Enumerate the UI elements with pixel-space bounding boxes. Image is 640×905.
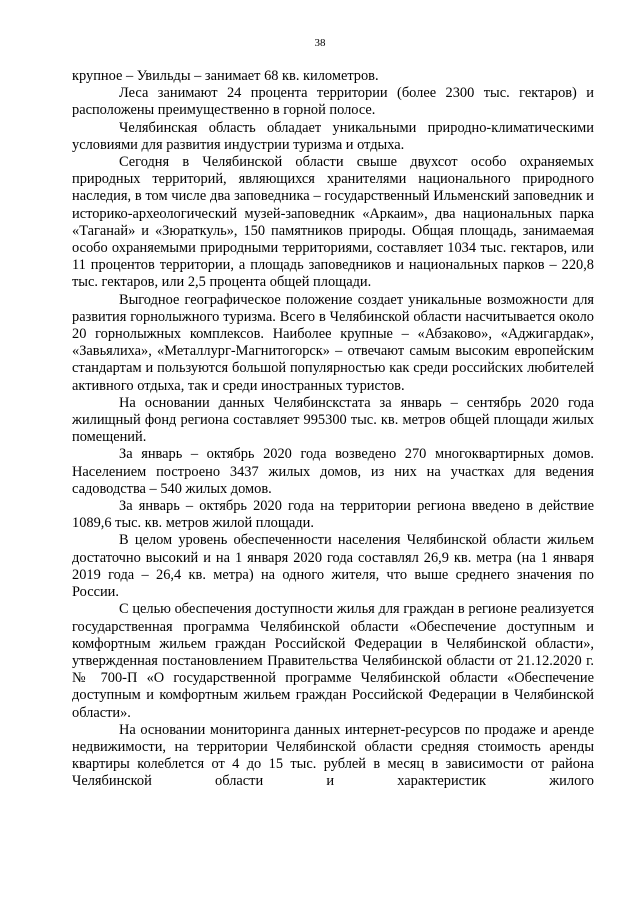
paragraph-living-space: За январь – октябрь 2020 года на территории региона введено в действие 1089,6 тыс. кв. метров жилой площади.: [72, 498, 594, 532]
paragraph-protected-areas: Сегодня в Челябинской области свыше двухсот особо охраняемых природных территорий, являющихся хранителями национального природного наследия, в том числе два заповедника – государственный Ильменский заповедник и историко-археологический музей-заповедник «Аркаим», два национальных парка «Таганай» и «Зюраткуль», 150 памятников природы. Общая площадь, занимаемая особо охраняемыми природными территориями, составляет 1034 тыс. гектаров, или 11 процентов территории, а площадь заповедников и национальных парков – 220,8 тыс. гектаров, или 2,5 процента общей площади.: [72, 154, 594, 291]
paragraph-climate: Челябинская область обладает уникальными природно-климатическими условиями для развития индустрии туризма и отдыха.: [72, 119, 594, 153]
body-text: [72, 68, 594, 791]
paragraph-lakes-end: крупное – Увильды – занимает 68 кв. километров.: [72, 68, 379, 84]
paragraph-ski-tourism: Выгодное географическое положение создает уникальные возможности для развития горнолыжного туризма. Всего в Челябинской области насчитывается около 20 горнолыжных комплексов. Наиболее крупные – «Абзаково», «Аджигардак», «Завьялиха», «Металлург-Магнитогорск» – отвечают самым высоким европейским стандартам и пользуются большой популярностью как среди российских любителей активного отдыха, так и среди иностранных туристов.: [72, 291, 594, 394]
paragraph-housing-provision: В целом уровень обеспеченности населения Челябинской области жильем достаточно высокий и на 1 января 2020 года составлял 26,9 кв. метра (на 1 января 2019 года – 26,4 кв. метра) на одного жителя, что выше среднего значения по России.: [72, 532, 594, 601]
paragraph-rent-monitoring: На основании мониторинга данных интернет-ресурсов по продаже и аренде недвижимости, на территории Челябинской области средняя стоимость аренды квартиры колеблется от 4 до 15 тыс. рублей в месяц в зависимости от района Челябинской области и характеристик жилого: [72, 721, 594, 790]
paragraph-state-program: С целью обеспечения доступности жилья для граждан в регионе реализуется государственная программа Челябинской области «Обеспечение доступным и комфортным жильем граждан Российской Федерации в Челябинской области», утвержденная постановлением Правительства Челябинской области от 21.12.2020 г. № 700-П «О государственной программе Челябинской области «Обеспечение доступным и комфортным жильем граждан Российской Федерации в Челябинской области».: [72, 601, 594, 721]
paragraph-forests: Леса занимают 24 процента территории (более 2300 тыс. гектаров) и расположены преимущественно в горной полосе.: [72, 85, 594, 119]
page-number: 38: [314, 37, 326, 49]
paragraph-housing-stock: На основании данных Челябинскстата за январь – сентябрь 2020 года жилищный фонд региона составляет 995300 тыс. кв. метров общей площади жилых помещений.: [72, 394, 594, 446]
paragraph-buildings-built: За январь – октябрь 2020 года возведено 270 многоквартирных домов. Населением построено 3437 жилых домов, из них на участках для ведения садоводства – 540 жилых домов.: [72, 446, 594, 497]
